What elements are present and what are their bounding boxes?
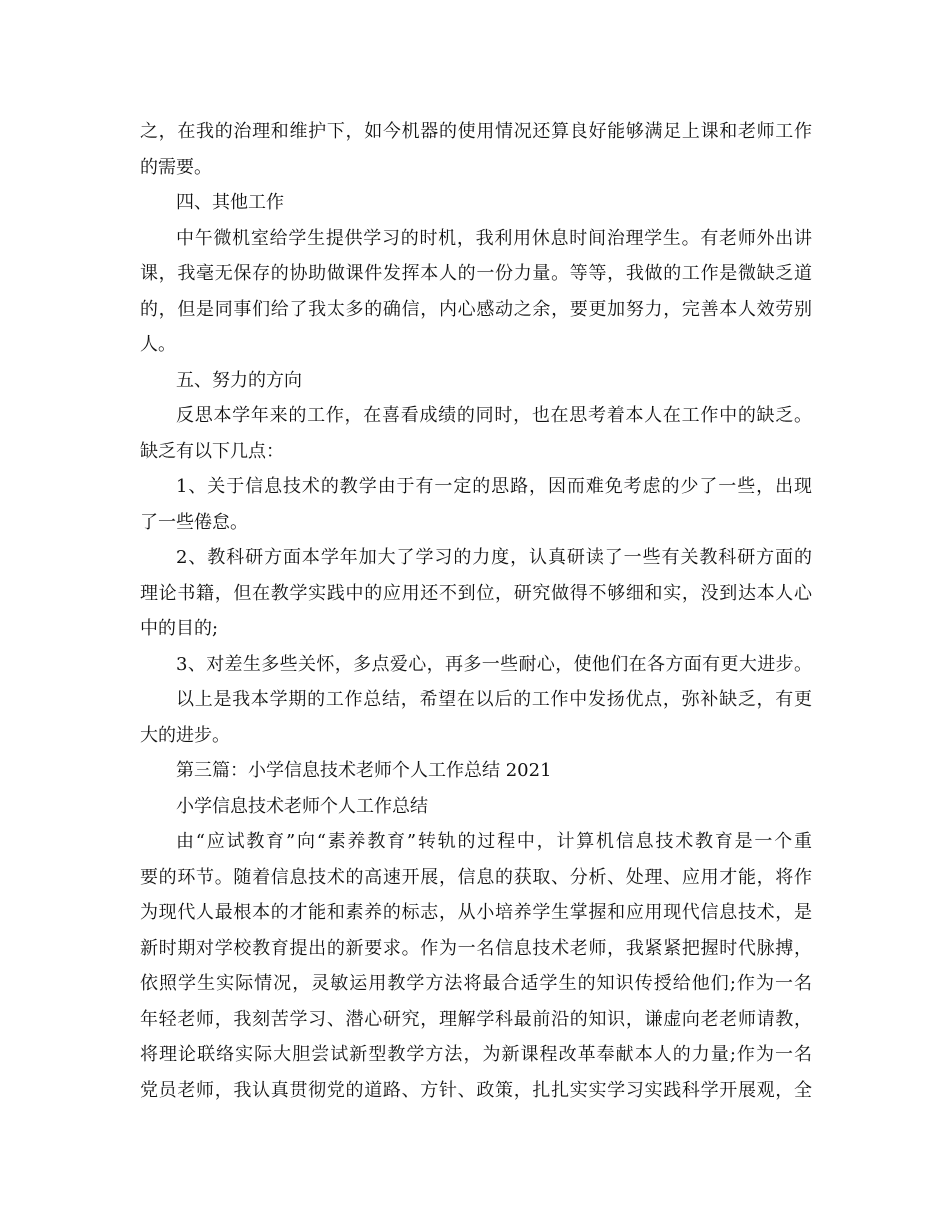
text-line: 2、教科研方面本学年加大了学习的力度，认真研读了一些有关教科研方面的 (176, 547, 812, 568)
text-line: 中午微机室给学生提供学习的时机，我利用休息时间治理学生。有老师外出讲 (176, 227, 812, 249)
text-line: 理论书籍，但在教学实践中的应用还不到位，研究做得不够细和实，没到达本人心 (140, 582, 812, 604)
text-line: 依照学生实际情况，灵敏运用教学方法将最合适学生的知识传授给他们;作为一名 (140, 973, 812, 994)
text-line: 缺乏有以下几点： (140, 440, 284, 462)
text-line: 小学信息技术老师个人工作总结 (176, 795, 428, 817)
text-line: 党员老师，我认真贯彻党的道路、方针、政策，扎扎实实学习实践科学开展观，全 (140, 1079, 812, 1101)
text-line: 中的目的; (140, 618, 219, 639)
text-line: 由“应试教育”向“素养教育”转轨的过程中，计算机信息技术教育是一个重 (176, 831, 812, 852)
text-line: 1、关于信息技术的教学由于有一定的思路，因而难免考虑的少了一些，出现 (176, 476, 812, 497)
text-line: 课，我毫无保存的协助做课件发挥本人的一份力量。等等，我做的工作是微缺乏道 (140, 263, 812, 284)
text-line: 了一些倦怠。 (140, 511, 248, 533)
text-line: 五、努力的方向 (176, 369, 302, 391)
text-line: 以上是我本学期的工作总结，希望在以后的工作中发扬优点，弥补缺乏，有更 (176, 689, 812, 710)
text-line: 3、对差生多些关怀，多点爱心，再多一些耐心，使他们在各方面有更大进步。 (176, 653, 812, 675)
text-line: 四、其他工作 (176, 192, 284, 213)
text-line: 反思本学年来的工作，在喜看成绩的同时，也在思考着本人在工作中的缺乏。 (176, 405, 812, 426)
text-line: 的，但是同事们给了我太多的确信，内心感动之余，要更加努力，完善本人效劳别 (140, 298, 812, 320)
text-line: 要的环节。随着信息技术的高速开展，信息的获取、分析、处理、应用才能，将作 (140, 866, 812, 888)
text-line: 新时期对学校教育提出的新要求。作为一名信息技术老师，我紧紧把握时代脉搏， (140, 937, 812, 959)
text-line: 的需要。 (140, 156, 212, 178)
text-line: 年轻老师，我刻苦学习、潜心研究，理解学科最前沿的知识，谦虚向老老师请教， (140, 1008, 812, 1030)
text-line: 大的进步。 (140, 724, 230, 746)
text-line: 人。 (140, 334, 176, 355)
text-line: 之，在我的治理和维护下，如今机器的使用情况还算良好能够满足上课和老师工作 (140, 121, 812, 142)
text-line: 将理论联络实际大胆尝试新型教学方法，为新课程改革奉献本人的力量;作为一名 (140, 1044, 812, 1065)
document-page (140, 114, 812, 1108)
text-line: 为现代人最根本的才能和素养的标志，从小培养学生掌握和应用现代信息技术，是 (140, 902, 812, 923)
text-line: 第三篇：小学信息技术老师个人工作总结 2021 (176, 760, 552, 781)
